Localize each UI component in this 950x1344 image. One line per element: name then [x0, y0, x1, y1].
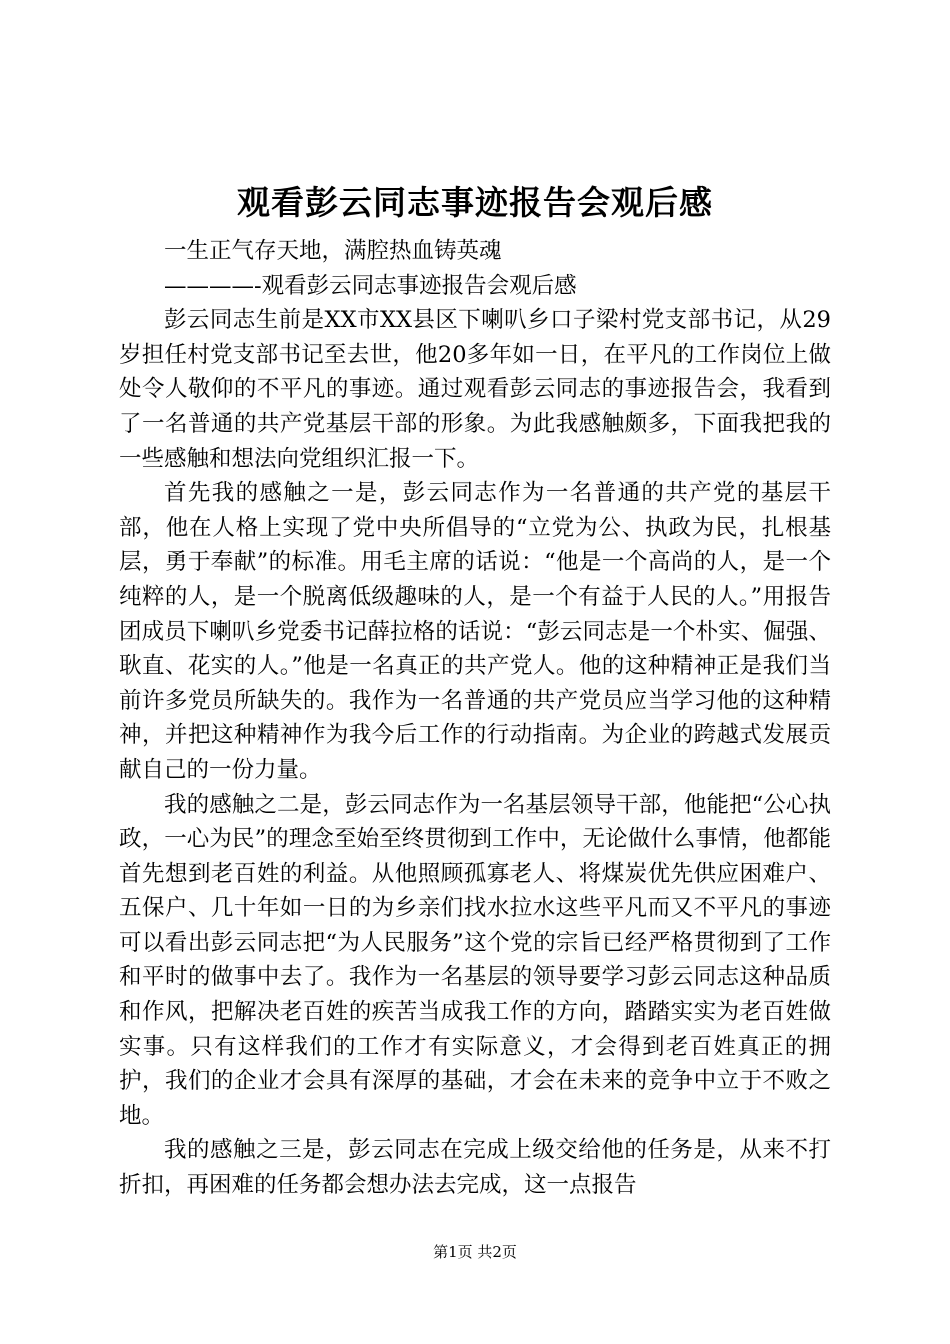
document-title: 观看彭云同志事迹报告会观后感: [237, 183, 713, 222]
subtitle-line-2: ————-观看彭云同志事迹报告会观后感: [164, 272, 577, 299]
paragraph-2: 首先我的感触之一是，彭云同志作为一名普通的共产党的基层干部，他在人格上实现了党中央所倡导的“立党为公、执政为民，扎根基层，勇于奉献”的标准。用毛主席的话说：“他是一个高尚的人，是一个纯粹的人，是一个脱离低级趣味的人，是一个有益于人民的人。”用报告团成员下喇叭乡党委书记薛拉格的话说：“彭云同志是一个朴实、倔强、耿直、花实的人。”他是一名真正的共产党人。他的这种精神正是我们当前许多党员所缺失的。我作为一名普通的共产党员应当学习他的这种精神，并把这种精神作为我今后工作的行动指南。为企业的跨越式发展贡献自己的一份力量。: [119, 480, 831, 783]
paragraph-1: 彭云同志生前是XX市XX县区下喇叭乡口子梁村党支部书记，从29岁担任村党支部书记至去世，他20多年如一日，在平凡的工作岗位上做处令人敬仰的不平凡的事迹。通过观看彭云同志的事迹报告会，我看到了一名普通的共产党基层干部的形象。为此我感触颇多，下面我把我的一些感触和想法向党组织汇报一下。: [119, 307, 831, 472]
page-footer: 第1页 共2页: [433, 1243, 517, 1261]
paragraph-3: 我的感触之二是，彭云同志作为一名基层领导干部，他能把“公心执政，一心为民”的理念至始至终贯彻到工作中，无论做什么事情，他都能首先想到老百姓的利益。从他照顾孤寡老人、将煤炭优先供应困难户、五保户、几十年如一日的为乡亲们找水拉水这些平凡而又不平凡的事迹可以看出彭云同志把“为人民服务”这个党的宗旨已经严格贯彻到了工作和平时的做事中去了。我作为一名基层的领导要学习彭云同志这种品质和作风，把解决老百姓的疾苦当成我工作的方向，踏踏实实为老百姓做实事。只有这样我们的工作才有实际意义，才会得到老百姓真正的拥护，我们的企业才会具有深厚的基础，才会在未来的竞争中立于不败之地。: [119, 791, 831, 1129]
subtitle-line-1: 一生正气存天地，满腔热血铸英魂: [164, 238, 502, 264]
paragraph-4: 我的感触之三是，彭云同志在完成上级交给他的任务是，从来不打折扣，再困难的任务都会想办法去完成，这一点报告: [119, 1137, 831, 1199]
document-body: [119, 234, 831, 1203]
